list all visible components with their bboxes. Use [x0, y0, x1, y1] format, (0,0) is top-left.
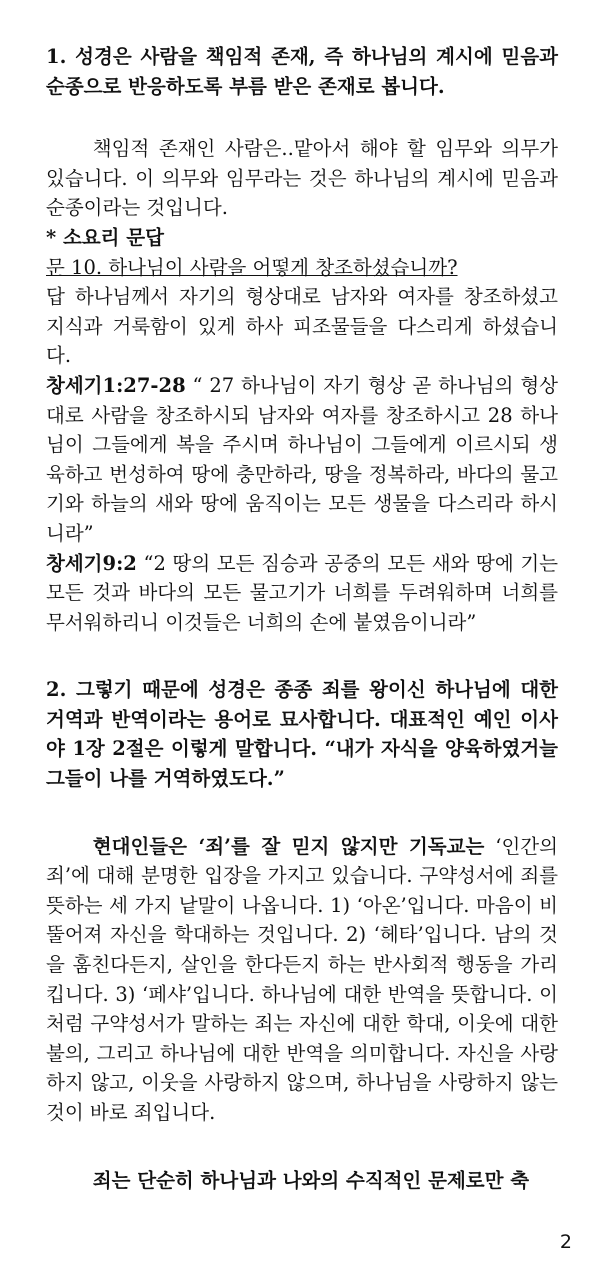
spacer — [46, 637, 558, 675]
paragraph-sin-vertical: 죄는 단순히 하나님과 나와의 수직적인 문제로만 축 — [92, 1168, 530, 1192]
section-2-heading: 2. 그렇기 때문에 성경은 종종 죄를 왕이신 하나님에 대한 거역과 반역이라는 용어로 묘사합니다. 대표적인 예인 이사야 1장 2절은 이렇게 말합니다. “내가 자식을 양육하였거늘 그들이 나를 거역하였도다.” — [46, 678, 558, 791]
verse-text: “ 27 하나님이 자기 형상 곧 하나님의 형상대로 사람을 창조하시되 남자와 여자를 창조하시고 28 하나님이 그들에게 복을 주시며 하나님이 그들에게 이르시되 생육하고 번성하여 땅에 충만하라, 땅을 정복하라, 바다의 물고기와 하늘의 새와 땅에 움직이는 모든 생물을 다스리라 하시니라” — [46, 373, 558, 545]
catechism-heading: * 소요리 문답 — [46, 225, 164, 249]
spacer — [46, 101, 558, 134]
verse-reference: 창세기9:2 — [46, 551, 137, 575]
section-1-heading: 1. 성경은 사람을 책임적 존재, 즉 하나님의 계시에 믿음과 순종으로 반응하도록 부름 받은 존재로 봅니다. — [46, 45, 558, 98]
paragraph-sin-terms — [46, 832, 558, 1128]
catechism-answer: 답 하나님께서 자기의 형상대로 남자와 여자를 창조하셨고 지식과 거룩함이 있게 하사 피조물들을 다스리게 하셨습니다. — [46, 285, 558, 368]
verse-genesis-9 — [46, 549, 558, 638]
spacer — [46, 1128, 558, 1166]
catechism-question: 문 10. 하나님이 사람을 어떻게 창조하셨습니까? — [46, 255, 458, 279]
body-text: ‘인간의 죄’에 대해 분명한 입장을 가지고 있습니다. 구약성서에 죄를 뜻하는 세 가지 낱말이 나옵니다. 1) ‘아온’입니다. 마음이 비뚤어져 자신을 학대하는 것입니다. 2) ‘헤타’입니다. 남의 것을 훔친다든지, 살인을 한다든지 하는 반사회적 행동을 가리킵니다. 3) ‘페샤’입니다. 하나님에 대한 반역을 뜻합니다. 이처럼 구약성서가 말하는 죄는 자신에 대한 학대, 이웃에 대한 불의, 그리고 하나님에 대한 반역을 의미합니다. 자신을 사랑하지 않고, 이웃을 사랑하지 않으며, 하나님을 사랑하지 않는 것이 바로 죄입니다. — [46, 834, 558, 1124]
lead-text: 현대인들은 ‘죄’를 잘 믿지 않지만 기독교는 — [92, 834, 485, 858]
verse-reference: 창세기1:27-28 — [46, 373, 186, 397]
verse-genesis-1 — [46, 371, 558, 549]
verse-text: “2 땅의 모든 짐승과 공중의 모든 새와 땅에 기는 모든 것과 바다의 모든 물고기가 너희를 두려워하며 너희를 무서워하리니 이것들은 너희의 손에 붙였음이니라” — [46, 551, 558, 634]
paragraph-responsibility: 책임적 존재인 사람은..맡아서 해야 할 임무와 의무가 있습니다. 이 의무와 임무라는 것은 하나님의 계시에 믿음과 순종이라는 것입니다. — [46, 137, 558, 220]
spacer — [46, 794, 558, 832]
page-number: 2 — [559, 1231, 572, 1253]
